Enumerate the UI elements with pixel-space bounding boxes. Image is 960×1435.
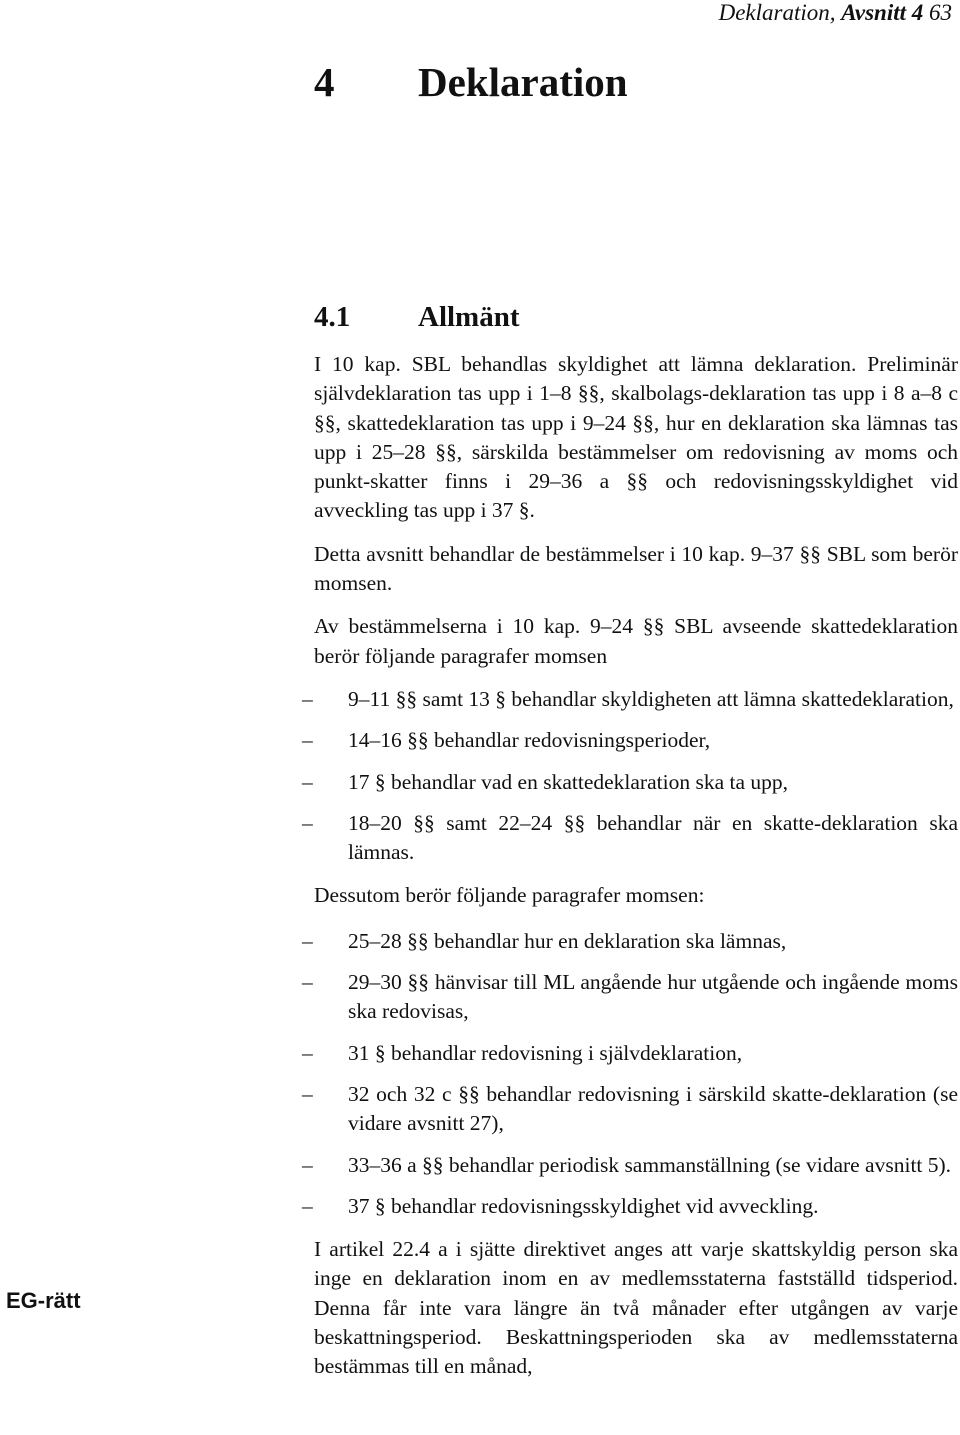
list-item (302, 1039, 958, 1068)
list-skattedeklaration (302, 685, 958, 867)
list-dash: – (302, 1040, 313, 1065)
list-dessutom (302, 927, 958, 1221)
section-number: 4.1 (314, 301, 351, 333)
list-item (302, 726, 958, 755)
section-title-text: Allmänt (418, 301, 520, 333)
list-dash: – (302, 1152, 313, 1177)
list-dash: – (302, 686, 313, 711)
list-item-text: 33–36 a §§ behandlar periodisk sammanställning (se vidare avsnitt 5). (348, 1152, 952, 1177)
list-item-text: 17 § behandlar vad en skattedeklaration ska ta upp, (348, 769, 789, 794)
paragraph-eg-ratt: I artikel 22.4 a i sjätte direktivet anges att varje skattskyldig person ska inge en deklaration inom en av medlemsstaterna fastställd tidsperiod. Denna får inte vara längre än två månader efter utgången av varje beskattningsperiod. Beskattningsperioden ska av medlemsstaterna bestämmas till en månad, (314, 1237, 958, 1379)
chapter-title (314, 58, 628, 106)
list-item-text: 25–28 §§ behandlar hur en deklaration ska lämnas, (348, 928, 787, 953)
chapter-title-text: Deklaration (418, 59, 628, 105)
list-item (302, 1080, 958, 1139)
list-dash: – (302, 1193, 313, 1218)
page-number: 63 (929, 0, 952, 25)
list-item (302, 685, 958, 714)
list-item (302, 968, 958, 1027)
list-item-text: 18–20 §§ samt 22–24 §§ behandlar när en skatte-deklaration ska lämnas. (348, 810, 958, 865)
list-dash: – (302, 810, 313, 835)
list-dash: – (302, 728, 313, 753)
list-item-text: 29–30 §§ hänvisar till ML angående hur utgående och ingående moms ska redovisas, (348, 970, 958, 1024)
paragraph-scope: Detta avsnitt behandlar de bestämmelser i 10 kap. 9–37 §§ SBL som berör momsen. (314, 541, 958, 596)
list-item (302, 1192, 958, 1221)
running-header-section: Avsnitt 4 (841, 0, 924, 25)
running-header-text: Deklaration, (718, 0, 842, 25)
paragraph-dessutom: Dessutom berör följande paragrafer momsen: (314, 883, 705, 908)
section-title (314, 300, 520, 334)
list-item-text: 31 § behandlar redovisning i självdeklaration, (348, 1040, 743, 1065)
list-item-text: 32 och 32 c §§ behandlar redovisning i särskild skatte-deklaration (se vidare avsnitt 27), (348, 1081, 958, 1136)
list-item-text: 9–11 §§ samt 13 § behandlar skyldigheten att lämna skattedeklaration, (348, 686, 954, 711)
running-header (719, 0, 952, 26)
list-dash: – (302, 970, 313, 995)
chapter-number: 4 (314, 59, 335, 105)
list-item (302, 809, 958, 868)
list-item (302, 927, 958, 956)
paragraph-skattedeklaration: Av bestämmelserna i 10 kap. 9–24 §§ SBL avseende skattedeklaration berör följande paragrafer momsen (314, 614, 958, 668)
list-dash: – (302, 928, 313, 953)
main-text (302, 350, 958, 1396)
list-item-text: 37 § behandlar redovisningsskyldighet vid avveckling. (348, 1193, 819, 1218)
list-item (302, 768, 958, 797)
margin-note-eg-ratt: EG-rätt (6, 1288, 81, 1313)
list-item-text: 14–16 §§ behandlar redovisningsperioder, (348, 728, 711, 753)
paragraph-intro: I 10 kap. SBL behandlas skyldighet att lämna deklaration. Preliminär självdeklaration tas upp i 1–8 §§, skalbolags-deklaration tas upp i 8 a–8 c §§, skattedeklaration tas upp i 9–24 §§, hur en deklaration ska lämnas tas upp i 25–28 §§, särskilda bestämmelser om redovisning av moms och punkt-skatter finns i 29–36 a §§ och redovisningsskyldighet vid avveckling tas upp i 37 §. (314, 352, 958, 523)
list-dash: – (302, 769, 313, 794)
list-dash: – (302, 1081, 313, 1106)
list-item (302, 1151, 958, 1180)
